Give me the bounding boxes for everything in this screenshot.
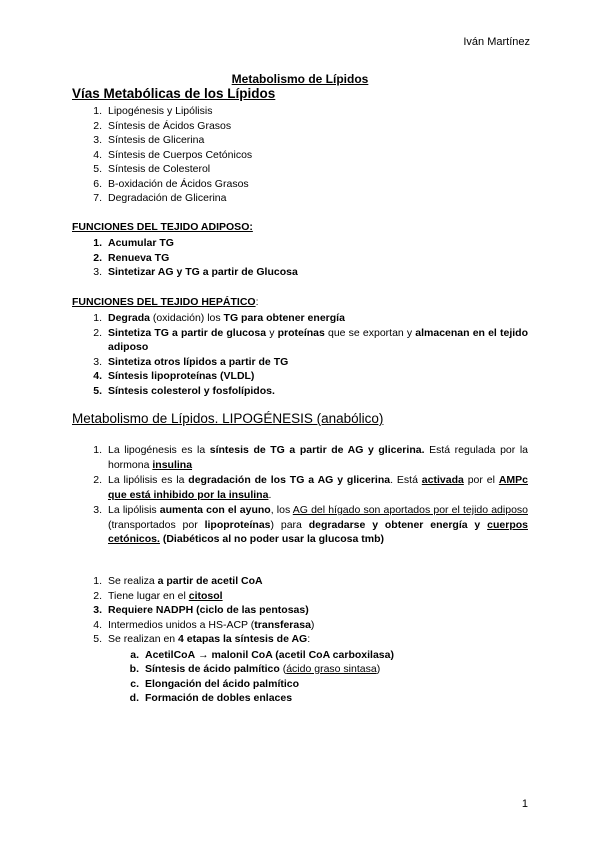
list-item: 2. Tiene lugar en el citosol — [93, 589, 223, 602]
sub-steps-list — [108, 648, 528, 706]
lipogenesis-list — [93, 443, 528, 548]
list-item: 1. Acumular TG — [93, 237, 174, 249]
document-title: Metabolismo de Lípidos — [231, 72, 369, 86]
list-item: 6. B-oxidación de Ácidos Grasos — [93, 177, 249, 190]
list-item: 1. La lipogénesis es la síntesis de TG a partir de AG y glicerina. Está regulada por la hormona insulina — [93, 444, 528, 471]
list-item: 5. Síntesis colesterol y fosfolípidos. — [93, 384, 275, 397]
author-name: Iván Martínez — [463, 36, 530, 48]
list-item: 2. Sintetiza TG a partir de glucosa y proteínas que se exportan y almacenan en el tejido adiposo — [93, 326, 528, 353]
list-item: 3. Síntesis de Glicerina — [93, 134, 205, 146]
list-item: 3. La lipólisis aumenta con el ayuno, los AG del hígado son aportados por el tejido adiposo (transportados por lipoproteínas) para degradarse y obtener energía y cuerpos cetónicos. (Diabéticos al no poder usar la glucosa tmb) — [93, 504, 528, 545]
page-number: 1 — [521, 798, 528, 810]
list-item: 4. Intermedios unidos a HS-ACP (transferasa) — [93, 618, 315, 631]
list-item: 3. Sintetizar AG y TG a partir de Glucosa — [93, 266, 298, 278]
list-item: a. AcetilCoA → malonil CoA (acetil CoA carboxilasa) — [130, 648, 394, 661]
list-item: 2. Renueva TG — [93, 251, 170, 264]
adiposo-list — [93, 236, 298, 280]
heading-lipogenesis: Metabolismo de Lípidos. LIPOGÉNESIS (anabólico) — [72, 411, 384, 426]
heading-adiposo: FUNCIONES DEL TEJIDO ADIPOSO: — [72, 221, 253, 233]
list-item: c. Elongación del ácido palmítico — [130, 677, 300, 690]
vias-list — [93, 104, 253, 206]
hepatico-list — [93, 311, 528, 398]
list-item: 5. Síntesis de Colesterol — [93, 163, 211, 175]
list-item: d. Formación de dobles enlaces — [129, 692, 293, 704]
section-heading-vias: Vías Metabólicas de los Lípidos — [72, 86, 276, 101]
list-item: 2. Síntesis de Ácidos Grasos — [93, 119, 232, 132]
list-item: 1. Degrada (oxidación) los TG para obtener energía — [93, 312, 345, 324]
list-item: 4. Síntesis lipoproteínas (VLDL) — [93, 370, 255, 382]
list-item: 1. Se realiza a partir de acetil CoA — [93, 575, 263, 587]
list-item: 3. Requiere NADPH (ciclo de las pentosas) — [93, 604, 309, 616]
list-item: 7. Degradación de Glicerina — [93, 192, 227, 204]
list-item: 3. Sintetiza otros lípidos a partir de TG — [93, 355, 289, 368]
list-item: 2. La lipólisis es la degradación de los TG a AG y glicerina. Está activada por el AMPc que está inhibido por la insulina. — [93, 474, 528, 501]
steps-list — [93, 574, 528, 706]
list-item: 4. Síntesis de Cuerpos Cetónicos — [93, 148, 253, 161]
list-item: 1. Lipogénesis y Lipólisis — [93, 105, 213, 117]
list-item: b. Síntesis de ácido palmítico (ácido graso sintasa) — [129, 663, 381, 675]
list-item: 5. Se realizan en 4 etapas la síntesis de AG: a. AcetilCoA → malonil CoA (acetil CoA carboxilasa) b. Síntesis de ácido palmítico (ácido graso sintasa) c. Elongación del ácido palmítico d. Formación de dobles enlaces — [108, 632, 528, 706]
heading-hepatico: FUNCIONES DEL TEJIDO HEPÁTICO: — [72, 296, 259, 308]
